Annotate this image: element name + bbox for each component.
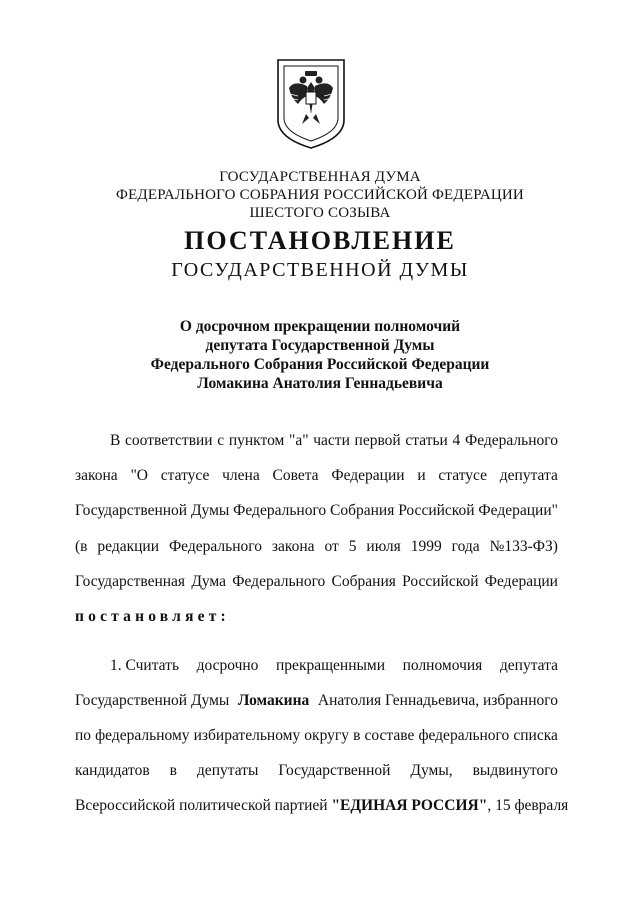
org-line-3: ШЕСТОГО СОЗЫВА <box>249 205 391 221</box>
org-line-1: ГОСУДАРСТВЕННАЯ ДУМА <box>219 169 421 185</box>
item1-line-2-end: Анатолия Геннадьевича, избранного <box>317 692 558 709</box>
word: с <box>217 432 225 449</box>
item1-line-3 <box>75 727 558 745</box>
word: №133-ФЗ) <box>489 538 558 555</box>
word: депутата <box>499 657 558 674</box>
word: списка <box>513 727 558 744</box>
word: Федерации <box>331 467 405 484</box>
word: прекращенными <box>276 657 386 674</box>
item1-line-2 <box>75 692 558 710</box>
word: избирательному <box>193 727 301 744</box>
word: первой <box>354 432 401 449</box>
word: Думы, <box>410 762 453 779</box>
word: редакции <box>97 538 160 555</box>
word: Федерации" <box>478 502 558 519</box>
word: статусе <box>438 467 487 484</box>
word: Российской <box>398 502 475 519</box>
word: статьи <box>405 432 448 449</box>
word: округу <box>304 727 349 744</box>
word: закона <box>271 538 315 555</box>
word: Государственной <box>75 502 188 519</box>
word: от <box>324 538 339 555</box>
word: составе <box>364 727 415 744</box>
word: закона <box>75 467 118 484</box>
word: Собрания <box>330 502 395 519</box>
word: федерального <box>418 727 510 744</box>
subject-line-4: Ломакина Анатолия Геннадьевича <box>197 375 443 392</box>
document-issuer: ГОСУДАРСТВЕННОЙ ДУМЫ <box>171 259 469 281</box>
subject-line-3: Федерального Собрания Российской Федерации <box>150 356 490 373</box>
word: пунктом <box>228 432 285 449</box>
word: (в <box>75 538 88 555</box>
word: "а" <box>289 432 309 449</box>
word: 1999 <box>410 538 442 555</box>
word: Федерального <box>232 573 326 590</box>
word: Федерального <box>233 502 327 519</box>
word: года <box>451 538 480 555</box>
word: Государственной <box>278 762 391 779</box>
preamble-line-1 <box>110 432 558 450</box>
word: в <box>353 727 361 744</box>
word: Государственная <box>75 573 186 590</box>
item1-line-4 <box>75 762 558 780</box>
word: Совета <box>272 467 319 484</box>
item1-line-5-start: Всероссийской политической партией <box>75 797 328 814</box>
word: Российской <box>402 573 479 590</box>
deputy-surname: Ломакина <box>237 692 310 709</box>
word: 4 <box>452 432 461 449</box>
word: 5 <box>348 538 357 555</box>
preamble-line-2 <box>75 467 558 485</box>
item1-line-2-start: Государственной Думы <box>75 692 230 709</box>
word: полномочия <box>402 657 483 674</box>
item1-line-5 <box>75 797 569 815</box>
word: Федерации <box>484 573 558 590</box>
resolves-word: постановляет: <box>75 608 230 625</box>
word: соответствии <box>125 432 213 449</box>
subject-line-2: депутата Государственной Думы <box>205 337 435 354</box>
word: Думы <box>190 502 230 519</box>
word: в <box>169 762 177 779</box>
state-emblem-icon <box>276 58 346 150</box>
item1-line-5-end: , 15 февраля <box>487 797 569 814</box>
word: кандидатов <box>75 762 150 779</box>
word: статусе <box>160 467 210 484</box>
word: по <box>75 727 92 744</box>
org-line-2: ФЕДЕРАЛЬНОГО СОБРАНИЯ РОССИЙСКОЙ ФЕДЕРАЦИИ <box>116 187 524 203</box>
word: депутата <box>499 467 558 484</box>
word: Федерального <box>464 432 558 449</box>
preamble-line-3 <box>75 502 558 520</box>
word: июля <box>366 538 401 555</box>
word: депутаты <box>196 762 259 779</box>
word: члена <box>222 467 260 484</box>
word: части <box>313 432 350 449</box>
word: Собрания <box>331 573 396 590</box>
word: федеральному <box>95 727 190 744</box>
preamble-line-5 <box>75 573 558 591</box>
party-name: "ЕДИНАЯ РОССИЯ" <box>331 797 488 814</box>
word: досрочно <box>196 657 259 674</box>
word: Дума <box>191 573 227 590</box>
word: 1. Считать <box>110 657 180 674</box>
subject-line-1: О досрочном прекращении полномочий <box>179 318 461 335</box>
word: В <box>110 432 121 449</box>
document-type: ПОСТАНОВЛЕНИЕ <box>184 226 456 255</box>
word: и <box>417 467 426 484</box>
word: "О <box>130 467 148 484</box>
word: Федерального <box>168 538 262 555</box>
word: выдвинутого <box>472 762 558 779</box>
preamble-line-4 <box>75 538 558 556</box>
item1-line-1 <box>110 657 558 675</box>
